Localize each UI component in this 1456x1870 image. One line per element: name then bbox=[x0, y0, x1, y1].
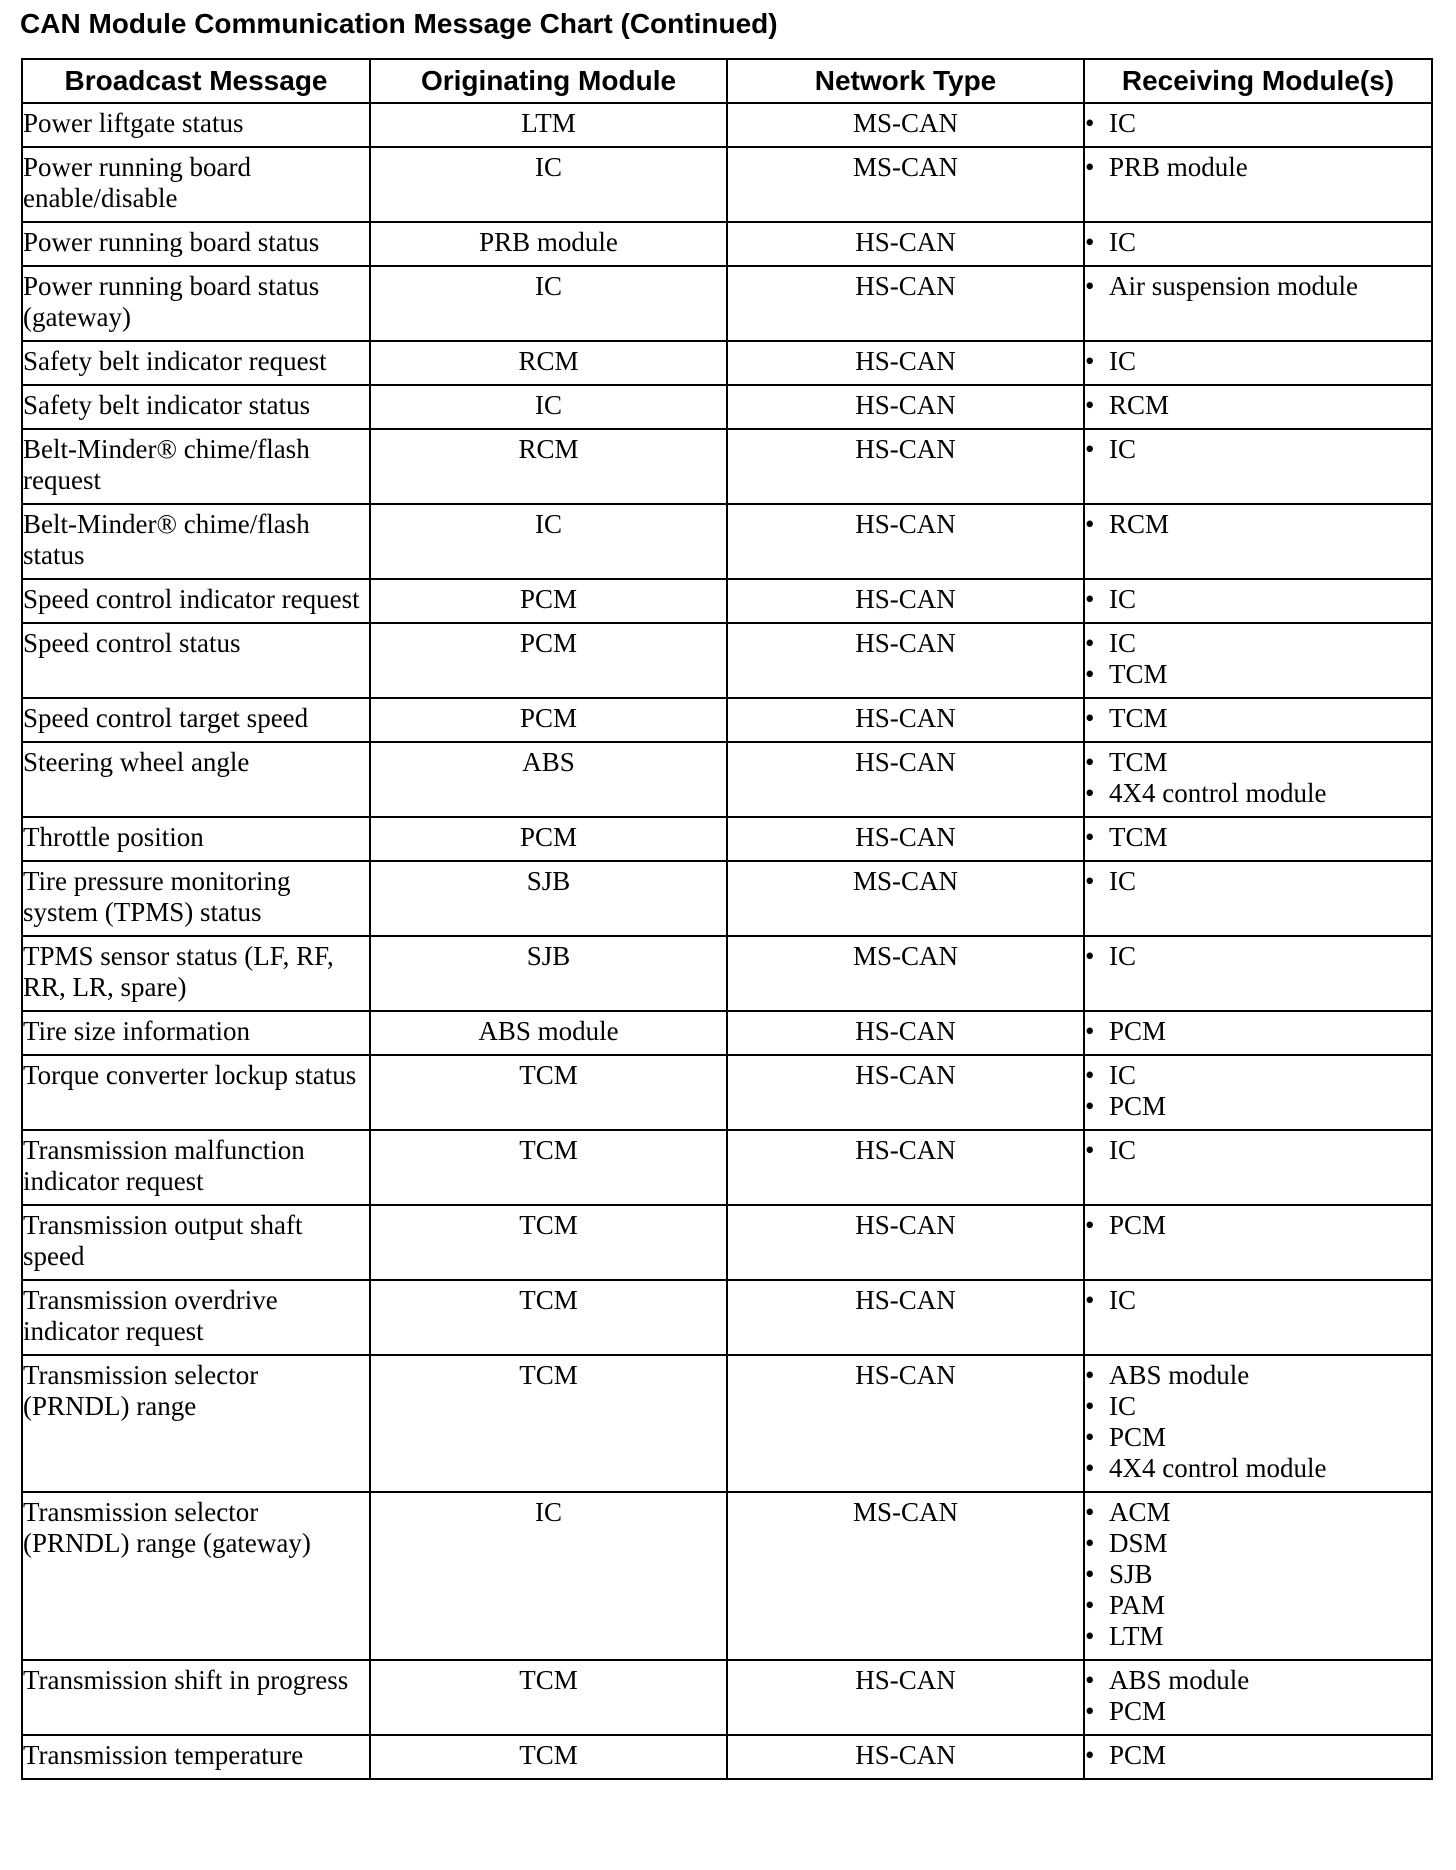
network-type-cell: HS-CAN bbox=[727, 1280, 1084, 1355]
broadcast-message-cell: Speed control status bbox=[22, 623, 370, 698]
page-title: CAN Module Communication Message Chart (Continued) bbox=[20, 8, 778, 39]
receiving-module-list bbox=[1085, 390, 1431, 421]
originating-module-cell: IC bbox=[370, 266, 727, 341]
broadcast-message-cell: Power running board status bbox=[22, 222, 370, 266]
receiving-modules-cell bbox=[1084, 1492, 1432, 1660]
table-row bbox=[22, 579, 1432, 623]
table-row bbox=[22, 1660, 1432, 1735]
receiving-modules-cell bbox=[1084, 861, 1432, 936]
receiving-module-item: • LTM bbox=[1085, 1621, 1431, 1652]
receiving-module-item: • IC bbox=[1085, 941, 1431, 972]
table-row bbox=[22, 341, 1432, 385]
table-row bbox=[22, 222, 1432, 266]
originating-module-cell: PCM bbox=[370, 623, 727, 698]
broadcast-message-cell: Transmission selector (PRNDL) range (gateway) bbox=[22, 1492, 370, 1660]
originating-module-cell: PCM bbox=[370, 817, 727, 861]
receiving-module-item: • IC bbox=[1085, 1285, 1431, 1316]
network-type-cell: HS-CAN bbox=[727, 1130, 1084, 1205]
network-type-cell: MS-CAN bbox=[727, 1492, 1084, 1660]
receiving-module-list bbox=[1085, 866, 1431, 897]
table-row bbox=[22, 103, 1432, 147]
receiving-module-item: • PCM bbox=[1085, 1740, 1431, 1771]
receiving-module-list bbox=[1085, 1497, 1431, 1652]
column-header-broadcast-message: Broadcast Message bbox=[22, 59, 370, 103]
broadcast-message-cell: Steering wheel angle bbox=[22, 742, 370, 817]
table-row bbox=[22, 1205, 1432, 1280]
receiving-modules-cell bbox=[1084, 103, 1432, 147]
header-row bbox=[22, 59, 1432, 103]
receiving-module-item: • IC bbox=[1085, 628, 1431, 659]
column-header-originating-module: Originating Module bbox=[370, 59, 727, 103]
network-type-cell: MS-CAN bbox=[727, 936, 1084, 1011]
receiving-modules-cell bbox=[1084, 623, 1432, 698]
network-type-cell: HS-CAN bbox=[727, 222, 1084, 266]
receiving-module-item: • DSM bbox=[1085, 1528, 1431, 1559]
receiving-module-item: • TCM bbox=[1085, 703, 1431, 734]
receiving-modules-cell bbox=[1084, 1130, 1432, 1205]
receiving-modules-cell bbox=[1084, 936, 1432, 1011]
broadcast-message-cell: Safety belt indicator request bbox=[22, 341, 370, 385]
table-row bbox=[22, 385, 1432, 429]
receiving-modules-cell bbox=[1084, 222, 1432, 266]
receiving-modules-cell bbox=[1084, 1280, 1432, 1355]
broadcast-message-cell: Throttle position bbox=[22, 817, 370, 861]
originating-module-cell: RCM bbox=[370, 429, 727, 504]
receiving-module-list bbox=[1085, 941, 1431, 972]
receiving-module-list bbox=[1085, 434, 1431, 465]
receiving-module-list bbox=[1085, 1665, 1431, 1727]
receiving-module-list bbox=[1085, 703, 1431, 734]
receiving-module-item: • PCM bbox=[1085, 1091, 1431, 1122]
receiving-module-list bbox=[1085, 509, 1431, 540]
originating-module-cell: TCM bbox=[370, 1735, 727, 1779]
table-row bbox=[22, 1355, 1432, 1492]
network-type-cell: HS-CAN bbox=[727, 385, 1084, 429]
receiving-module-list bbox=[1085, 346, 1431, 377]
broadcast-message-cell: Speed control indicator request bbox=[22, 579, 370, 623]
receiving-modules-cell bbox=[1084, 429, 1432, 504]
receiving-modules-cell bbox=[1084, 1055, 1432, 1130]
broadcast-message-cell: Tire size information bbox=[22, 1011, 370, 1055]
originating-module-cell: PCM bbox=[370, 698, 727, 742]
receiving-module-item: • IC bbox=[1085, 1060, 1431, 1091]
receiving-module-item: • ABS module bbox=[1085, 1665, 1431, 1696]
table-row bbox=[22, 1055, 1432, 1130]
broadcast-message-cell: Transmission output shaft speed bbox=[22, 1205, 370, 1280]
table-row bbox=[22, 504, 1432, 579]
receiving-modules-cell bbox=[1084, 504, 1432, 579]
table-row bbox=[22, 861, 1432, 936]
receiving-module-item: • RCM bbox=[1085, 390, 1431, 421]
table-row bbox=[22, 742, 1432, 817]
receiving-module-item: • PRB module bbox=[1085, 152, 1431, 183]
originating-module-cell: IC bbox=[370, 504, 727, 579]
receiving-module-item: • PCM bbox=[1085, 1422, 1431, 1453]
table-row bbox=[22, 1492, 1432, 1660]
column-header-receiving-modules: Receiving Module(s) bbox=[1084, 59, 1432, 103]
receiving-module-item: • 4X4 control module bbox=[1085, 1453, 1431, 1484]
receiving-module-item: • PCM bbox=[1085, 1696, 1431, 1727]
network-type-cell: HS-CAN bbox=[727, 266, 1084, 341]
table-row bbox=[22, 817, 1432, 861]
broadcast-message-cell: Tire pressure monitoring system (TPMS) status bbox=[22, 861, 370, 936]
table-body bbox=[22, 103, 1432, 1779]
receiving-modules-cell bbox=[1084, 1011, 1432, 1055]
receiving-module-item: • IC bbox=[1085, 227, 1431, 258]
broadcast-message-cell: Torque converter lockup status bbox=[22, 1055, 370, 1130]
network-type-cell: HS-CAN bbox=[727, 1055, 1084, 1130]
receiving-module-item: • IC bbox=[1085, 1391, 1431, 1422]
table-row bbox=[22, 147, 1432, 222]
receiving-module-list bbox=[1085, 271, 1431, 302]
receiving-module-item: • TCM bbox=[1085, 822, 1431, 853]
receiving-module-list bbox=[1085, 1060, 1431, 1122]
broadcast-message-cell: TPMS sensor status (LF, RF, RR, LR, spare) bbox=[22, 936, 370, 1011]
broadcast-message-cell: Power running board enable/disable bbox=[22, 147, 370, 222]
receiving-module-list bbox=[1085, 584, 1431, 615]
receiving-modules-cell bbox=[1084, 341, 1432, 385]
network-type-cell: HS-CAN bbox=[727, 1660, 1084, 1735]
receiving-module-list bbox=[1085, 152, 1431, 183]
receiving-module-list bbox=[1085, 1740, 1431, 1771]
network-type-cell: HS-CAN bbox=[727, 1011, 1084, 1055]
table-row bbox=[22, 1130, 1432, 1205]
originating-module-cell: TCM bbox=[370, 1205, 727, 1280]
broadcast-message-cell: Belt-Minder® chime/flash request bbox=[22, 429, 370, 504]
broadcast-message-cell: Belt-Minder® chime/flash status bbox=[22, 504, 370, 579]
receiving-modules-cell bbox=[1084, 817, 1432, 861]
receiving-module-item: • PCM bbox=[1085, 1016, 1431, 1047]
table-row bbox=[22, 1280, 1432, 1355]
originating-module-cell: TCM bbox=[370, 1280, 727, 1355]
receiving-modules-cell bbox=[1084, 742, 1432, 817]
originating-module-cell: ABS module bbox=[370, 1011, 727, 1055]
receiving-module-item: • ABS module bbox=[1085, 1360, 1431, 1391]
originating-module-cell: ABS bbox=[370, 742, 727, 817]
network-type-cell: MS-CAN bbox=[727, 103, 1084, 147]
table-row bbox=[22, 1735, 1432, 1779]
receiving-module-item: • RCM bbox=[1085, 509, 1431, 540]
network-type-cell: MS-CAN bbox=[727, 861, 1084, 936]
broadcast-message-cell: Transmission shift in progress bbox=[22, 1660, 370, 1735]
receiving-module-item: • ACM bbox=[1085, 1497, 1431, 1528]
message-chart-table bbox=[21, 58, 1433, 1780]
receiving-module-item: • TCM bbox=[1085, 659, 1431, 690]
network-type-cell: HS-CAN bbox=[727, 742, 1084, 817]
originating-module-cell: TCM bbox=[370, 1355, 727, 1492]
originating-module-cell: LTM bbox=[370, 103, 727, 147]
receiving-module-item: • IC bbox=[1085, 1135, 1431, 1166]
receiving-module-item: • IC bbox=[1085, 434, 1431, 465]
receiving-module-item: • PAM bbox=[1085, 1590, 1431, 1621]
originating-module-cell: TCM bbox=[370, 1130, 727, 1205]
table-row bbox=[22, 429, 1432, 504]
table-row bbox=[22, 266, 1432, 341]
originating-module-cell: IC bbox=[370, 147, 727, 222]
receiving-module-list bbox=[1085, 1360, 1431, 1484]
broadcast-message-cell: Speed control target speed bbox=[22, 698, 370, 742]
receiving-module-item: • Air suspension module bbox=[1085, 271, 1431, 302]
broadcast-message-cell: Safety belt indicator status bbox=[22, 385, 370, 429]
receiving-modules-cell bbox=[1084, 1205, 1432, 1280]
column-header-network-type: Network Type bbox=[727, 59, 1084, 103]
originating-module-cell: SJB bbox=[370, 861, 727, 936]
table-row bbox=[22, 623, 1432, 698]
broadcast-message-cell: Power running board status (gateway) bbox=[22, 266, 370, 341]
originating-module-cell: TCM bbox=[370, 1660, 727, 1735]
originating-module-cell: RCM bbox=[370, 341, 727, 385]
table-row bbox=[22, 698, 1432, 742]
network-type-cell: HS-CAN bbox=[727, 1355, 1084, 1492]
broadcast-message-cell: Transmission overdrive indicator request bbox=[22, 1280, 370, 1355]
network-type-cell: HS-CAN bbox=[727, 579, 1084, 623]
receiving-module-item: • PCM bbox=[1085, 1210, 1431, 1241]
network-type-cell: HS-CAN bbox=[727, 817, 1084, 861]
broadcast-message-cell: Transmission malfunction indicator request bbox=[22, 1130, 370, 1205]
receiving-module-list bbox=[1085, 747, 1431, 809]
receiving-modules-cell bbox=[1084, 1355, 1432, 1492]
receiving-modules-cell bbox=[1084, 147, 1432, 222]
receiving-module-list bbox=[1085, 822, 1431, 853]
network-type-cell: MS-CAN bbox=[727, 147, 1084, 222]
broadcast-message-cell: Transmission temperature bbox=[22, 1735, 370, 1779]
receiving-module-item: • IC bbox=[1085, 866, 1431, 897]
receiving-modules-cell bbox=[1084, 1660, 1432, 1735]
receiving-module-item: • SJB bbox=[1085, 1559, 1431, 1590]
originating-module-cell: TCM bbox=[370, 1055, 727, 1130]
receiving-module-list bbox=[1085, 628, 1431, 690]
receiving-module-item: • TCM bbox=[1085, 747, 1431, 778]
receiving-modules-cell bbox=[1084, 266, 1432, 341]
network-type-cell: HS-CAN bbox=[727, 341, 1084, 385]
receiving-modules-cell bbox=[1084, 698, 1432, 742]
originating-module-cell: PCM bbox=[370, 579, 727, 623]
network-type-cell: HS-CAN bbox=[727, 698, 1084, 742]
network-type-cell: HS-CAN bbox=[727, 429, 1084, 504]
receiving-modules-cell bbox=[1084, 1735, 1432, 1779]
broadcast-message-cell: Power liftgate status bbox=[22, 103, 370, 147]
network-type-cell: HS-CAN bbox=[727, 1735, 1084, 1779]
receiving-module-list bbox=[1085, 1135, 1431, 1166]
network-type-cell: HS-CAN bbox=[727, 1205, 1084, 1280]
receiving-module-item: • IC bbox=[1085, 108, 1431, 139]
broadcast-message-cell: Transmission selector (PRNDL) range bbox=[22, 1355, 370, 1492]
originating-module-cell: IC bbox=[370, 385, 727, 429]
table-row bbox=[22, 1011, 1432, 1055]
receiving-modules-cell bbox=[1084, 385, 1432, 429]
receiving-modules-cell bbox=[1084, 579, 1432, 623]
receiving-module-list bbox=[1085, 1210, 1431, 1241]
receiving-module-list bbox=[1085, 1285, 1431, 1316]
table-row bbox=[22, 936, 1432, 1011]
network-type-cell: HS-CAN bbox=[727, 504, 1084, 579]
receiving-module-item: • 4X4 control module bbox=[1085, 778, 1431, 809]
receiving-module-item: • IC bbox=[1085, 584, 1431, 615]
receiving-module-item: • IC bbox=[1085, 346, 1431, 377]
receiving-module-list bbox=[1085, 1016, 1431, 1047]
receiving-module-list bbox=[1085, 227, 1431, 258]
receiving-module-list bbox=[1085, 108, 1431, 139]
originating-module-cell: PRB module bbox=[370, 222, 727, 266]
originating-module-cell: SJB bbox=[370, 936, 727, 1011]
network-type-cell: HS-CAN bbox=[727, 623, 1084, 698]
originating-module-cell: IC bbox=[370, 1492, 727, 1660]
